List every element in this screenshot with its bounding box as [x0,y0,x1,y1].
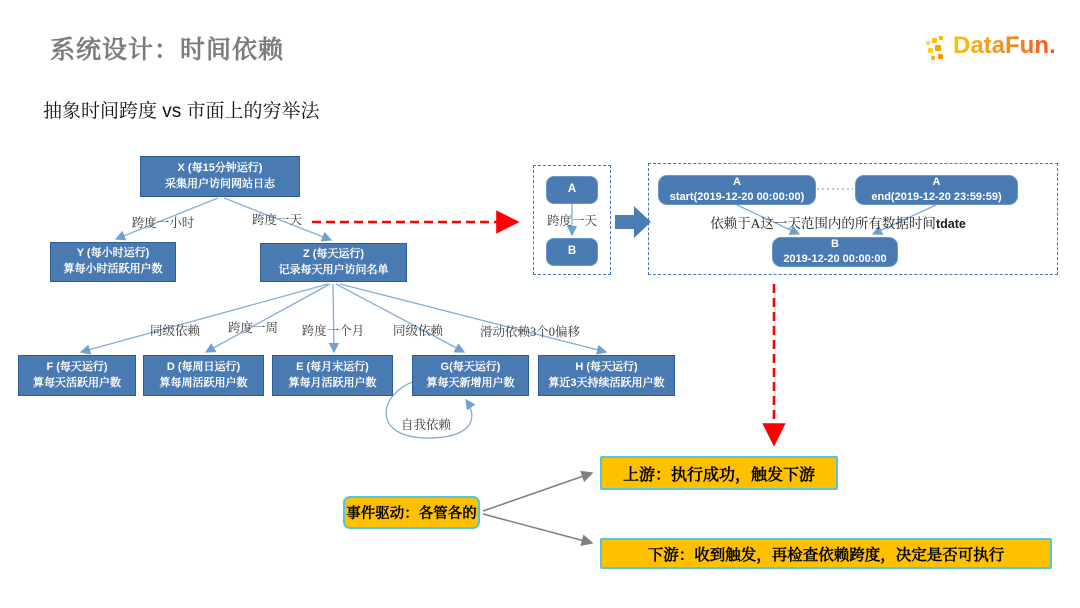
node-subtitle: 算每月活跃用户数 [288,376,377,389]
node-title: H (每天运行) [575,360,638,373]
edge-label-self-dep: 自我依赖 [400,418,452,432]
edge-label-sibling-dep-1: 同级依赖 [149,324,201,338]
dependency-note [710,212,966,232]
node-title: Y (每小时运行) [76,247,150,260]
node-subtitle: 采集用户访问网站日志 [165,177,275,190]
edge-label-hour-span: 跨度一小时 [131,216,195,230]
node-subtitle: 算每天活跃用户数 [33,376,121,389]
edge-label-month-span: 跨度一个月 [301,324,365,338]
node-e [272,355,393,396]
node-title: B [567,245,577,258]
node-x [140,156,300,197]
node-d [143,355,264,396]
node-f [18,355,136,396]
node-b [546,238,598,266]
node-g [412,355,529,396]
node-title: G(每天运行) [440,360,501,373]
node-a-start [658,175,816,205]
event-driver-box: 事件驱动：各管各的 [343,496,480,529]
node-a [546,176,598,204]
downstream-box: 下游：收到触发，再检查依赖跨度，决定是否可执行 [600,538,1052,569]
node-title: A [567,183,577,196]
node-y [50,242,176,282]
edge-label-sibling-dep-2: 同级依赖 [392,324,444,338]
slide-subtitle: 抽象时间跨度 vs 市面上的穷举法 [43,101,320,122]
node-title: A [932,176,941,189]
edge-label-sliding-dep: 滑动依赖3个0偏移 [479,325,581,339]
datafun-logo [925,28,1056,64]
node-title: B [831,238,839,251]
node-title: D (每周日运行) [166,360,241,373]
node-title: Z (每天运行) [302,247,365,260]
node-a-end [855,175,1018,205]
edge-label-week-span: 跨度一周 [227,321,279,335]
node-h [538,355,675,396]
node-title: E (每月末运行) [296,360,369,373]
node-subtitle: 记录每天用户访问名单 [278,263,389,276]
upstream-box: 上游：执行成功，触发下游 [600,456,838,490]
dependency-note-tdate: tdate [935,217,966,231]
logo-text: DataFun. [953,32,1056,59]
node-value: end(2019-12-20 23:59:59) [871,191,1002,203]
edge-label-day-span: 跨度一天 [251,213,303,227]
node-subtitle: 算近3天持续活跃用户数 [548,376,665,389]
node-subtitle: 算每天新增用户数 [426,376,515,389]
big-blue-arrow [615,206,651,238]
event-arrows [483,473,592,543]
node-title: A [733,176,741,189]
logo-dots-icon [925,28,951,64]
span-label-one-day: 跨度一天 [546,214,598,228]
node-title: X (每15分钟运行) [177,161,263,174]
node-subtitle: 算每小时活跃用户数 [63,263,163,275]
dependency-note-text: 依赖于A这一天范围内的所有数据时间 [710,216,936,231]
node-b-date [772,237,898,267]
page-title: 系统设计：时间依赖 [50,36,285,64]
node-subtitle: 算每周活跃用户数 [159,376,248,389]
node-z [260,243,407,282]
node-title: F (每天运行) [46,360,108,373]
node-value: start(2019-12-20 00:00:00) [669,191,805,203]
node-value: 2019-12-20 00:00:00 [783,253,887,265]
